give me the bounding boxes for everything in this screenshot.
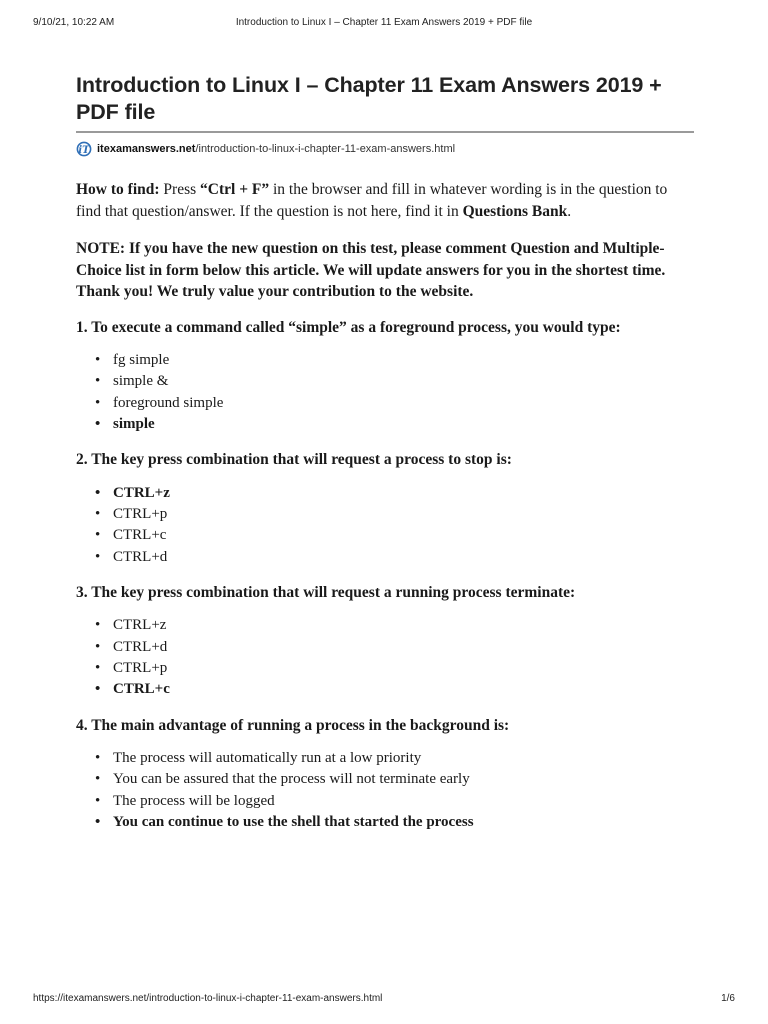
answer-option: • You can be assured that the process will not terminate early (95, 769, 694, 790)
correct-answer: • You can continue to use the shell that started the process (95, 812, 694, 833)
note-paragraph: NOTE: If you have the new question on this test, please comment Question and Multiple-Choice list in form below this article. We will update answers for you in the shortest time. Thank you! We truly value your contribution to the website. (76, 240, 666, 300)
print-header-title: Introduction to Linux I – Chapter 11 Exam Answers 2019 + PDF file (235, 17, 533, 28)
answer-option: • fg simple (95, 350, 694, 371)
question-text: 4. The main advantage of running a process in the background is: (76, 716, 510, 734)
source-host[interactable]: itexamanswers.net (97, 143, 196, 155)
answer-option: • The process will be logged (95, 791, 694, 812)
answer-option: • CTRL+d (95, 547, 694, 568)
question-text: 1. To execute a command called “simple” as a foreground process, you would type: (76, 318, 621, 336)
svg-text:iT: iT (78, 145, 90, 156)
how-to-find-end: . (567, 202, 572, 220)
answer-option: • The process will automatically run at a low priority (95, 748, 694, 769)
answer-option: • CTRL+z (95, 615, 694, 636)
questions-list (76, 317, 694, 834)
how-to-find-paragraph (76, 179, 694, 222)
print-header (33, 17, 735, 31)
article-title: Introduction to Linux I – Chapter 11 Exam Answers 2019 + PDF file (76, 73, 662, 124)
article (76, 72, 694, 833)
answer-option: • CTRL+c (95, 525, 694, 546)
answer-list (76, 483, 694, 568)
answer-option: • CTRL+d (95, 637, 694, 658)
shortcut-text: “Ctrl + F” (200, 181, 270, 198)
answer-option: • CTRL+p (95, 658, 694, 679)
print-footer (33, 993, 735, 1007)
correct-answer: • simple (95, 414, 694, 435)
source-link[interactable] (76, 141, 694, 157)
source-path[interactable]: /introduction-to-linux-i-chapter-11-exam-answers.html (195, 143, 456, 155)
page-number: 1/6 (721, 993, 735, 1004)
answer-list (76, 350, 694, 435)
answer-option: • simple & (95, 371, 694, 392)
questions-bank-link[interactable]: Questions Bank (462, 202, 568, 220)
answer-list (76, 748, 694, 833)
print-footer-url: https://itexamanswers.net/introduction-to-linux-i-chapter-11-exam-answers.html (33, 993, 383, 1004)
question-text: 3. The key press combination that will request a running process terminate: (76, 583, 576, 601)
title-divider (76, 131, 694, 133)
answer-option: • foreground simple (95, 393, 694, 414)
itexamanswers-logo-icon (76, 141, 93, 157)
answer-list (76, 615, 694, 700)
question-text: 2. The key press combination that will request a process to stop is: (76, 451, 512, 469)
how-to-find-text-after: in the browser and fill in whatever wording is in the question to find that question/answer. If the question is not here, find it in (76, 181, 668, 220)
how-to-find-label: How to find: (76, 181, 160, 198)
answer-option: • CTRL+p (95, 504, 694, 525)
how-to-find-text-before: Press (159, 181, 201, 198)
correct-answer: • CTRL+c (95, 679, 694, 700)
correct-answer: • CTRL+z (95, 483, 694, 504)
print-datetime: 9/10/21, 10:22 AM (33, 17, 115, 28)
